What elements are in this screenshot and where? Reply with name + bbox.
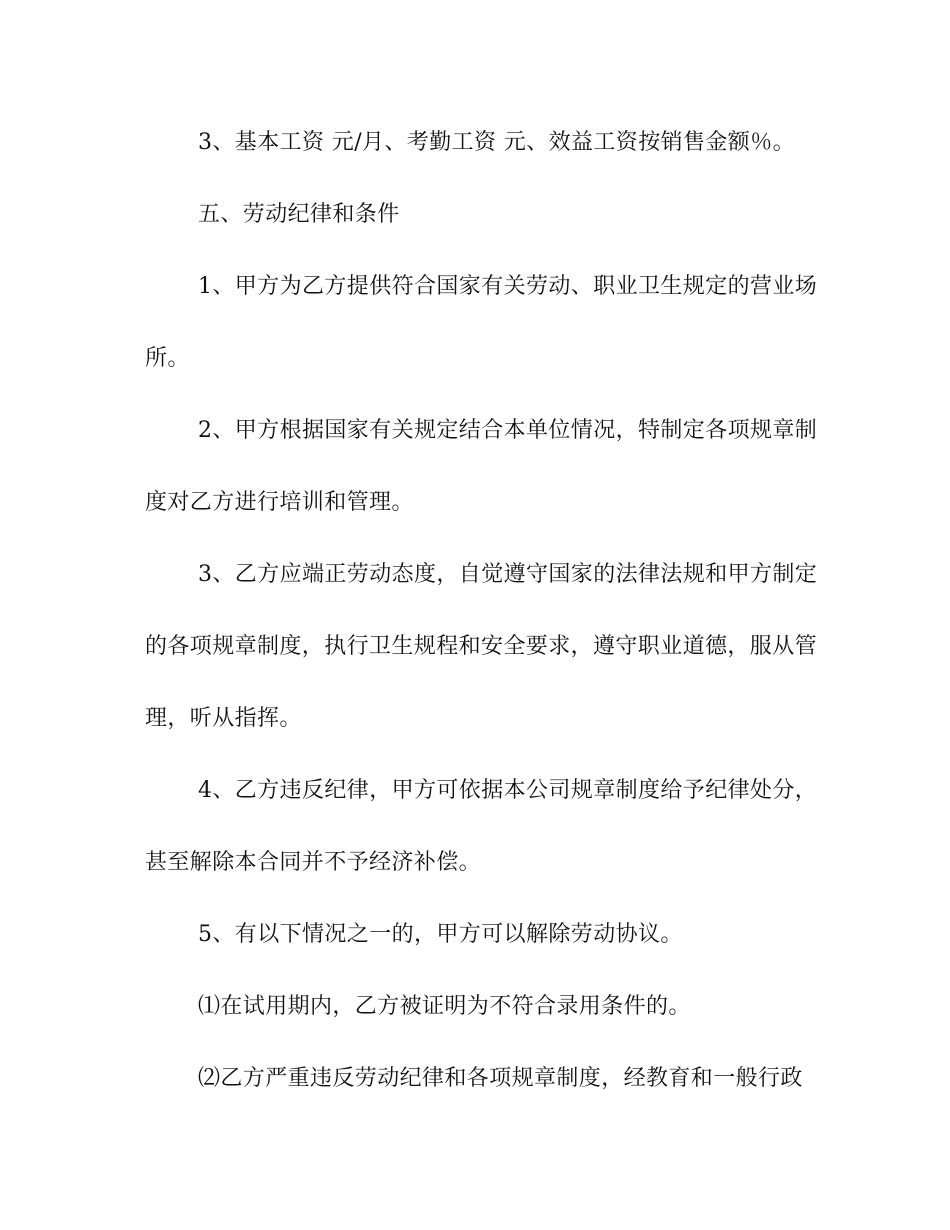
paragraph-line-1-start: 1、甲方为乙方提供符合国家有关劳动、职业卫生规定的营业场	[198, 274, 818, 299]
list-item-serious-violation: ⑵乙方严重违反劳动纪律和各项规章制度，经教育和一般行政	[198, 1066, 803, 1091]
paragraph-line-2-end: 度对乙方进行培训和管理。	[145, 490, 414, 515]
paragraph-line-2-start: 2、甲方根据国家有关规定结合本单位情况，特制定各项规章制	[198, 418, 818, 443]
section-heading-labor-discipline: 五、劳动纪律和条件	[198, 202, 400, 227]
paragraph-line-1-end: 所。	[145, 346, 190, 371]
paragraph-line-5: 5、有以下情况之一的，甲方可以解除劳动协议。	[198, 922, 683, 947]
paragraph-line-wage-terms: 3、基本工资 元/月、考勤工资 元、效益工资按销售金额％。	[198, 130, 795, 155]
paragraph-line-3-end: 理，听从指挥。	[145, 706, 302, 731]
paragraph-line-4-end: 甚至解除本合同并不予经济补偿。	[145, 850, 482, 875]
list-item-probation: ⑴在试用期内，乙方被证明为不符合录用条件的。	[198, 994, 691, 1019]
paragraph-line-3-start: 3、乙方应端正劳动态度，自觉遵守国家的法律法规和甲方制定	[198, 562, 818, 587]
paragraph-line-3-middle: 的各项规章制度，执行卫生规程和安全要求，遵守职业道德，服从管	[145, 634, 818, 659]
paragraph-line-4-start: 4、乙方违反纪律，甲方可依据本公司规章制度给予纪律处分，	[198, 778, 818, 803]
